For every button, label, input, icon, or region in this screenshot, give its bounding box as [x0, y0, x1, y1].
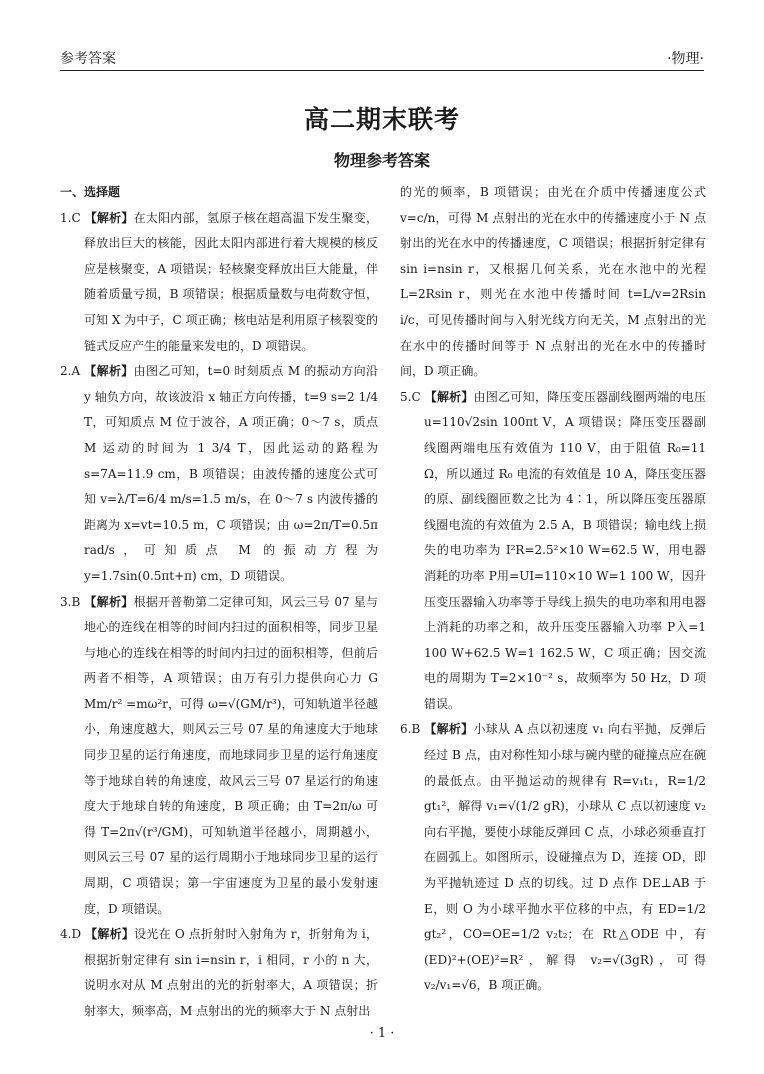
answer-text: 设光在 O 点折射时入射角为 r，折射角为 i，根据折射定律有 sin i=nsin r，i 相同，r 小的 n 大，说明水对从 M 点射出的光的折射率大，A 项错误；折射率大，频率高，M 点射出的光的频率大于 N 点射出 — [84, 927, 378, 1018]
answer-item-4-continued — [400, 180, 706, 385]
answer-number: 1.C — [60, 210, 81, 225]
page-header — [60, 44, 704, 71]
analysis-tag: 【解析】 — [84, 364, 134, 379]
answer-item-2 — [60, 359, 378, 589]
header-subject-label: ·物理· — [667, 51, 704, 67]
page-title: 高二期末联考 — [303, 105, 460, 134]
answer-item-4 — [60, 922, 378, 1024]
right-column — [400, 180, 706, 999]
answer-number: 4.D — [60, 927, 82, 942]
answer-text: 的光的频率，B 项错误；由光在介质中传播速度公式 v=c/n，可得 M 点射出的光在水中的传播速度小于 N 点射出的光在水中的传播速度，C 项错误；根据折射定律有 sin i=nsin r，又根据几何关系，光在水池中的光程 L=2Rsin r，则光在水池中传播时间 t=L/v=2Rsin i/c，可见传播时间与入射光线方向无关，M 点射出的光在水中的传播时间等于 N 点射出的光在水中的传播时间，D 项正确。 — [400, 185, 706, 379]
answer-number: 6.B — [400, 722, 421, 737]
answer-item-1 — [60, 206, 378, 360]
answer-text: 根据开普勒第二定律可知，风云三号 07 星与地心的连线在相等的时间内扫过的面积相等，同步卫星与地心的连线在相等的时间内扫过的面积相等，但前后两者不相等，A 项错误；由万有引力提供向心力 G Mm/r² =mω²r，可得 ω=√(GM/r³)，可知轨道半径越小，角速度越大，则风云三号 07 星的角速度大于地球同步卫星的运行角速度，而地球同步卫星的运行角速度等于地球自转的角速度，故风云三号 07 星运行的角速度大于地球自转的角速度，B 项正确；由 T=2π/ω 可得 T=2π√(r³/GM)，可知轨道半径越小，周期越小，则风云三号 07 星的运行周期小于地球同步卫星的运行周期，C 项错误；第一宇宙速度为卫星的最小发射速度，D 项错误。 — [84, 594, 378, 916]
answer-item-3 — [60, 590, 378, 923]
answer-item-6 — [400, 717, 706, 999]
page-subtitle: 物理参考答案 — [333, 151, 430, 170]
answer-number: 3.B — [60, 594, 81, 609]
answer-number: 2.A — [60, 364, 81, 379]
left-column — [60, 180, 378, 1025]
analysis-tag: 【解析】 — [85, 927, 135, 942]
section-heading: 一、选择题 — [60, 185, 121, 199]
analysis-tag: 【解析】 — [424, 389, 474, 404]
answer-number: 5.C — [400, 389, 421, 404]
answer-text: 在太阳内部，氢原子核在超高温下发生聚变，释放出巨大的核能，因此太阳内部进行着大规模的核反应是核聚变，A 项错误；轻核聚变释放出巨大能量，伴随着质量亏损，B 项错误；根据质量数与电荷数守恒，可知 X 为中子，C 项正确；核电站是利用原子核裂变的链式反应产生的能量来发电的，D 项错误。 — [84, 210, 378, 353]
header-left-label: 参考答案 — [60, 51, 116, 67]
answer-item-5 — [400, 385, 706, 718]
answer-text: 由图乙可知，t=0 时刻质点 M 的振动方向沿 y 轴负方向，故该波沿 x 轴正方向传播，t=9 s=2 1/4 T，可知质点 M 位于波谷，A 项正确；0～7 s，质点 M 运动的时间为 1 3/4 T，因此运动的路程为 s=7A=11.9 cm，B 项错误；由波传播的速度公式可知 v=λ/T=6/4 m/s=1.5 m/s，在 0～7 s 内波传播的距离为 x=vt=10.5 m，C 项错误；由 ω=2π/T=0.5π rad/s，可知质点 M 的振动方程为 y=1.7sin(0.5πt+π) cm，D 项错误。 — [84, 364, 378, 583]
page-number: · 1 · — [369, 1026, 395, 1041]
answer-text: 由图乙可知，降压变压器副线圈两端的电压 u=110√2sin 100πt V，A 项错误；降压变压器副线圈两端电压有效值为 110 V，由于阻值 R₀=11 Ω，所以通过 R₀ 电流的有效值是 10 A，降压变压器的原、副线圈匝数之比为 4∶1，所以降压变压器原线圈电流的有效值为 2.5 A，B 项错误；输电线上损失的电功率为 I²R=2.5²×10 W=62.5 W，用电器消耗的功率 P用=UI=110×10 W=1 100 W，因升压变压器输入功率等于导线上损失的电功率和用电器上消耗的功率之和，故升压变压器输入功率 P入=1 100 W+62.5 W=1 162.5 W，C 项正确；因交流电的周期为 T=2×10⁻² s，故频率为 50 Hz，D 项错误。 — [424, 389, 706, 711]
analysis-tag: 【解析】 — [84, 594, 134, 609]
answer-text: 小球从 A 点以初速度 v₁ 向右平抛，反弹后经过 B 点，由对称性知小球与碗内壁的碰撞点应在碗的最低点。由平抛运动的规律有 R=v₁t₁，R=1/2 gt₁²，解得 v₁=√(1/2 gR)，小球从 C 点以初速度 v₂ 向右平抛，要使小球能反弹回 C 点，小球必须垂直打在圆弧上。如图所示，设碰撞点为 D，连接 OD，即为平抛轨迹过 D 点的切线。过 D 点作 DE⊥AB 于 E，则 O 为小球平抛水平位移的中点，有 ED=1/2 gt₂²，CO=OE=1/2 v₂t₂；在 Rt△ODE 中，有(ED)²+(OE)²=R²，解得 v₂=√(3gR)，可得 v₂/v₁=√6，B 项正确。 — [424, 722, 706, 993]
analysis-tag: 【解析】 — [424, 722, 474, 737]
analysis-tag: 【解析】 — [84, 210, 134, 225]
